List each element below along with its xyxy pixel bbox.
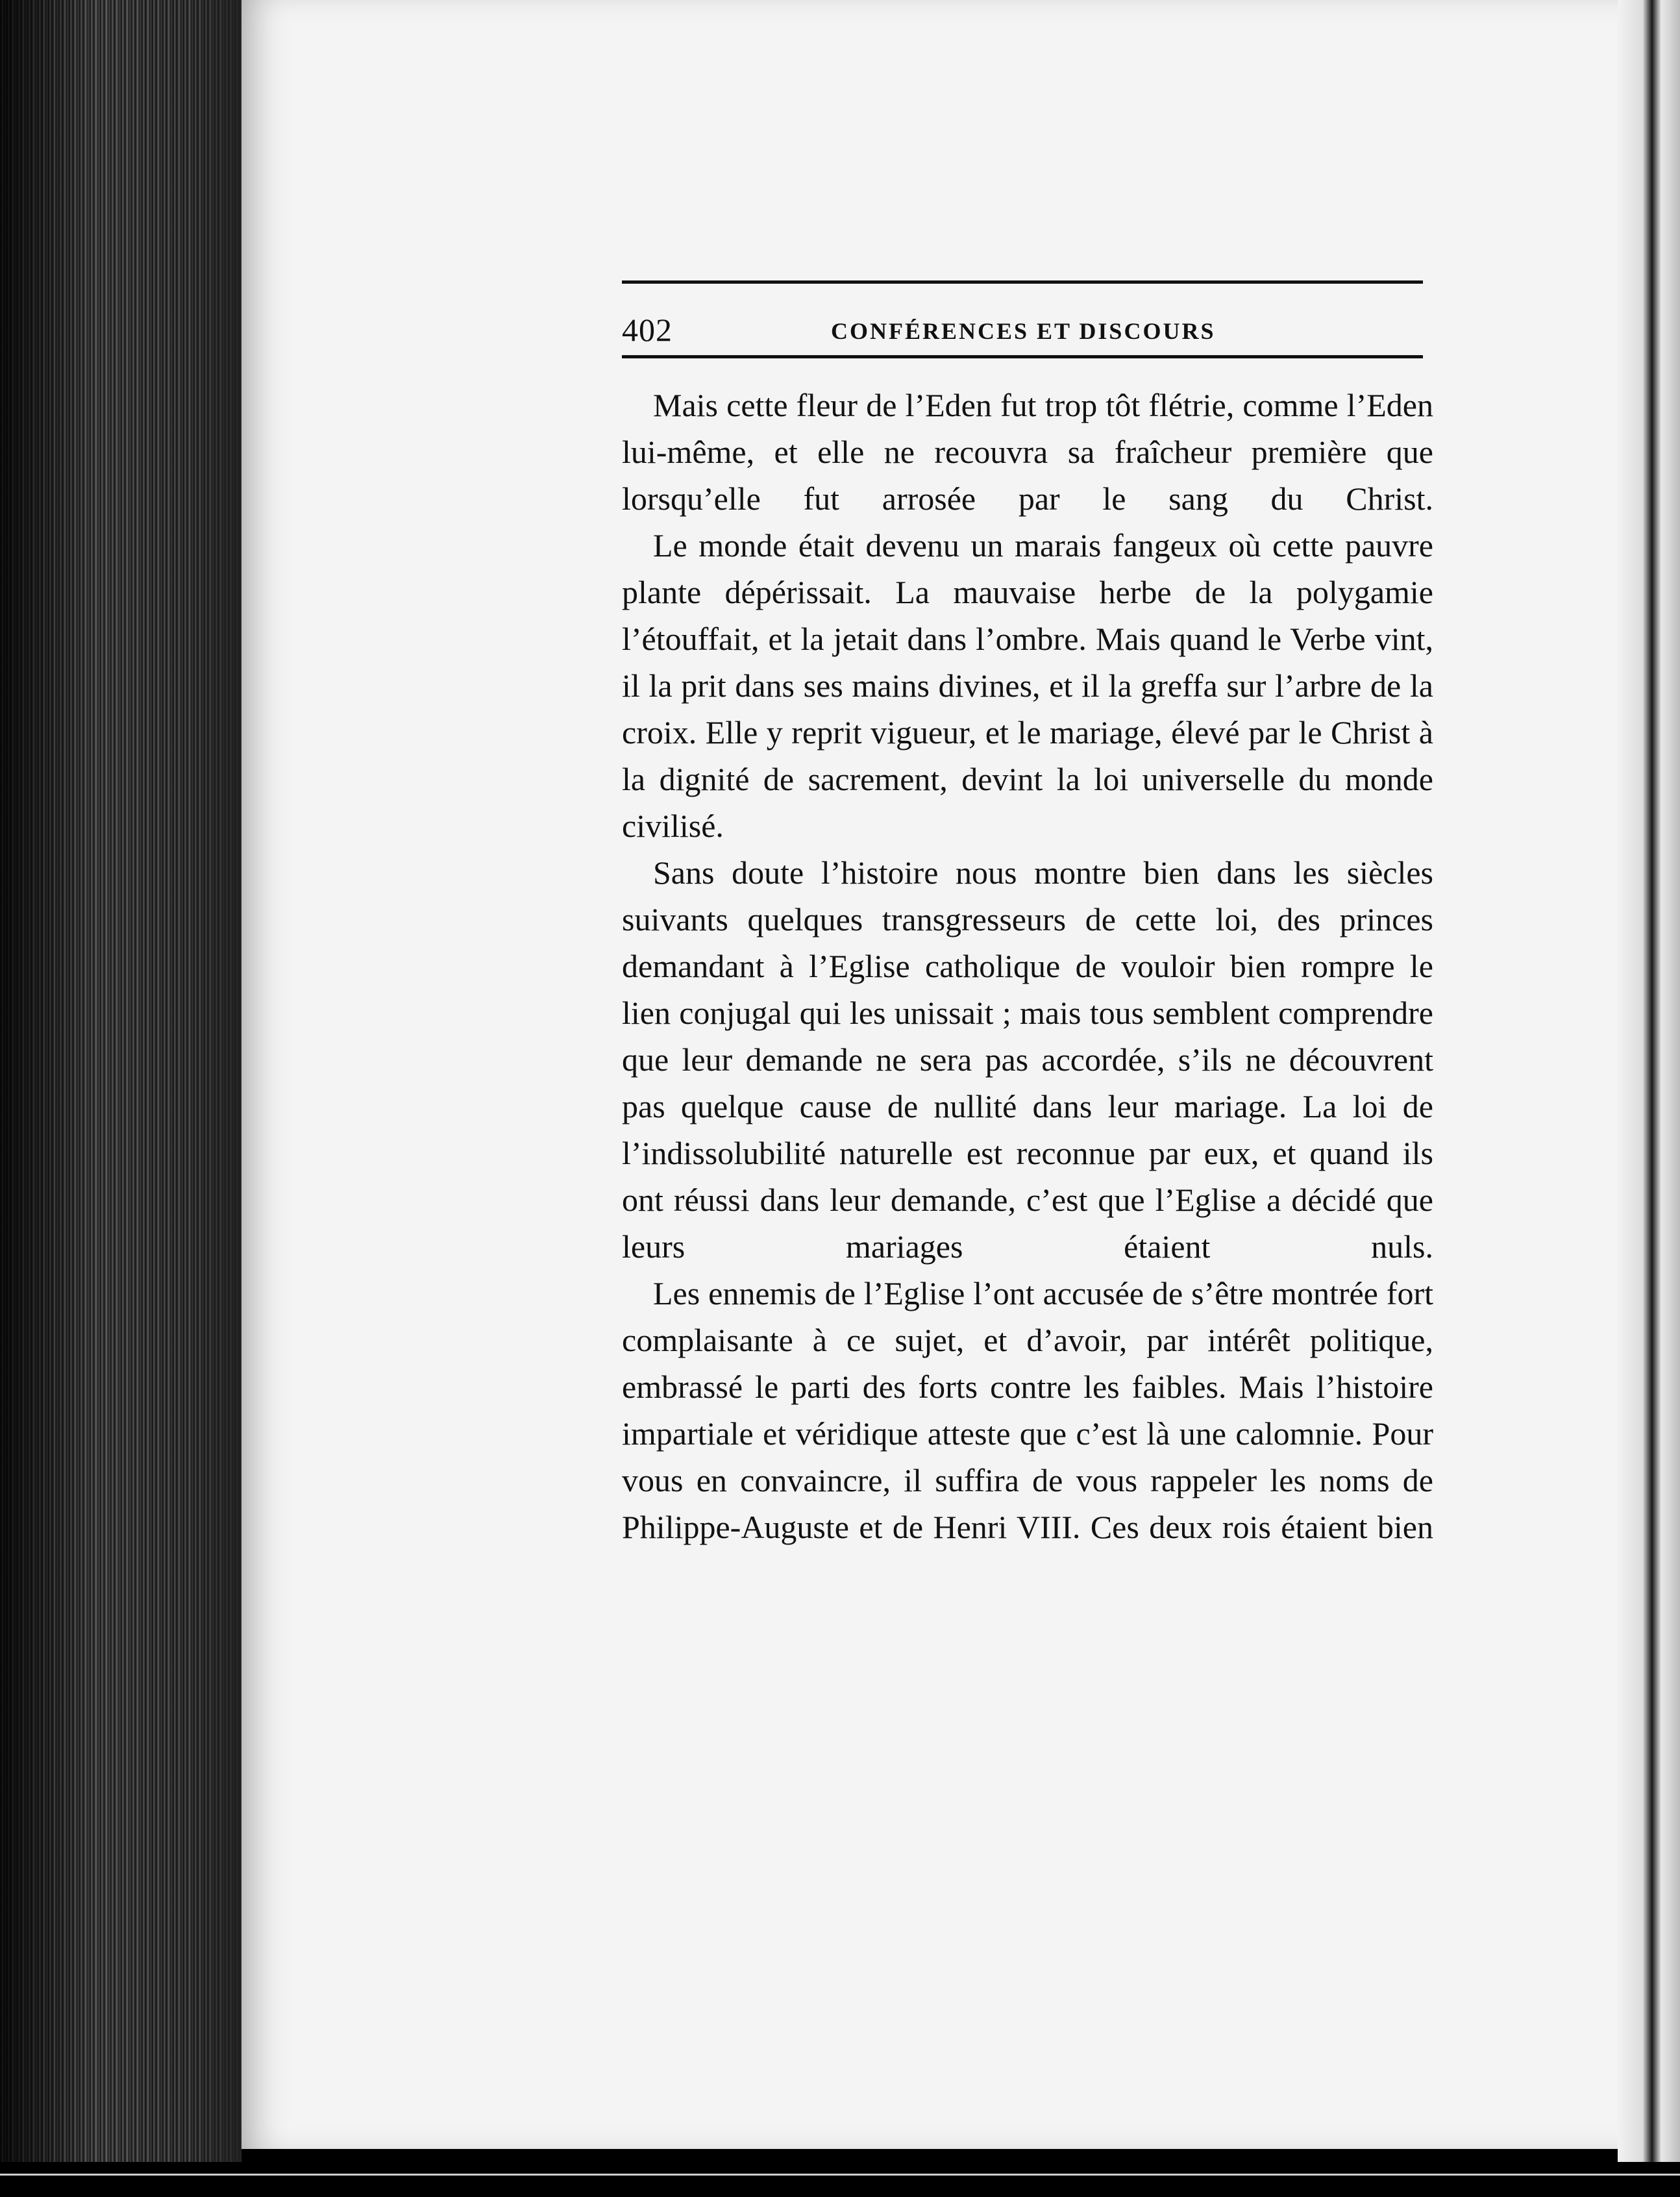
header-bottom-rule bbox=[622, 355, 1423, 358]
text-block bbox=[622, 280, 1433, 1550]
scan-bottom-band bbox=[0, 2162, 1680, 2197]
paragraph-3: Sans doute l’histoire nous montre bien dans les siècles suivants quelques transgresseurs de cette loi, des princes demandant à l’Eglise catholique de vouloir bien rompre le lien conjugal qui les unissait ; mais tous semblent comprendre que leur demande ne sera pas accordée, s’ils ne découvrent pas quelque cause de nullité dans leur mariage. La loi de l’indissolubilité naturelle est reconnue par eux, et quand ils ont réussi dans leur demande, c’est que l’Eglise a décidé que leurs mariages étaient nuls. bbox=[622, 854, 1433, 1265]
running-head bbox=[622, 284, 1433, 355]
paragraph-4: Les ennemis de l’Eglise l’ont accusée de s’être montrée fort complaisante à ce sujet, et d’avoir, par intérêt politique, embrassé le parti des forts contre les faibles. Mais l’histoire impartiale et véridique atteste que c’est là une calomnie. Pour vous en convaincre, il suffira de vous rappeler les noms de Philippe-Auguste et de Henri VIII. Ces deux rois étaient bien bbox=[622, 1275, 1433, 1545]
page-number: 402 bbox=[622, 312, 673, 348]
running-title: CONFÉRENCES ET DISCOURS bbox=[831, 318, 1216, 344]
body-text bbox=[622, 382, 1433, 1550]
scan-bottom-line bbox=[0, 2174, 1680, 2176]
paragraph-2: Le monde était devenu un marais fangeux où cette pauvre plante dépérissait. La mauvaise herbe de la polygamie l’étouffait, et la jetait dans l’ombre. Mais quand le Verbe vint, il la prit dans ses mains divines, et il la greffa sur l’arbre de la croix. Elle y reprit vigueur, et le mariage, élevé par le Christ à la dignité de sacrement, devint la loi universelle du monde civilisé. bbox=[622, 527, 1433, 844]
paragraph-1: Mais cette fleur de l’Eden fut trop tôt flétrie, comme l’Eden lui-même, et elle ne recouvra sa fraîcheur première que lorsqu’elle fut arrosée par le sang du Christ. bbox=[622, 387, 1433, 517]
book-page-edge-right bbox=[1618, 0, 1680, 2162]
page-edge-shadow bbox=[0, 0, 241, 2162]
